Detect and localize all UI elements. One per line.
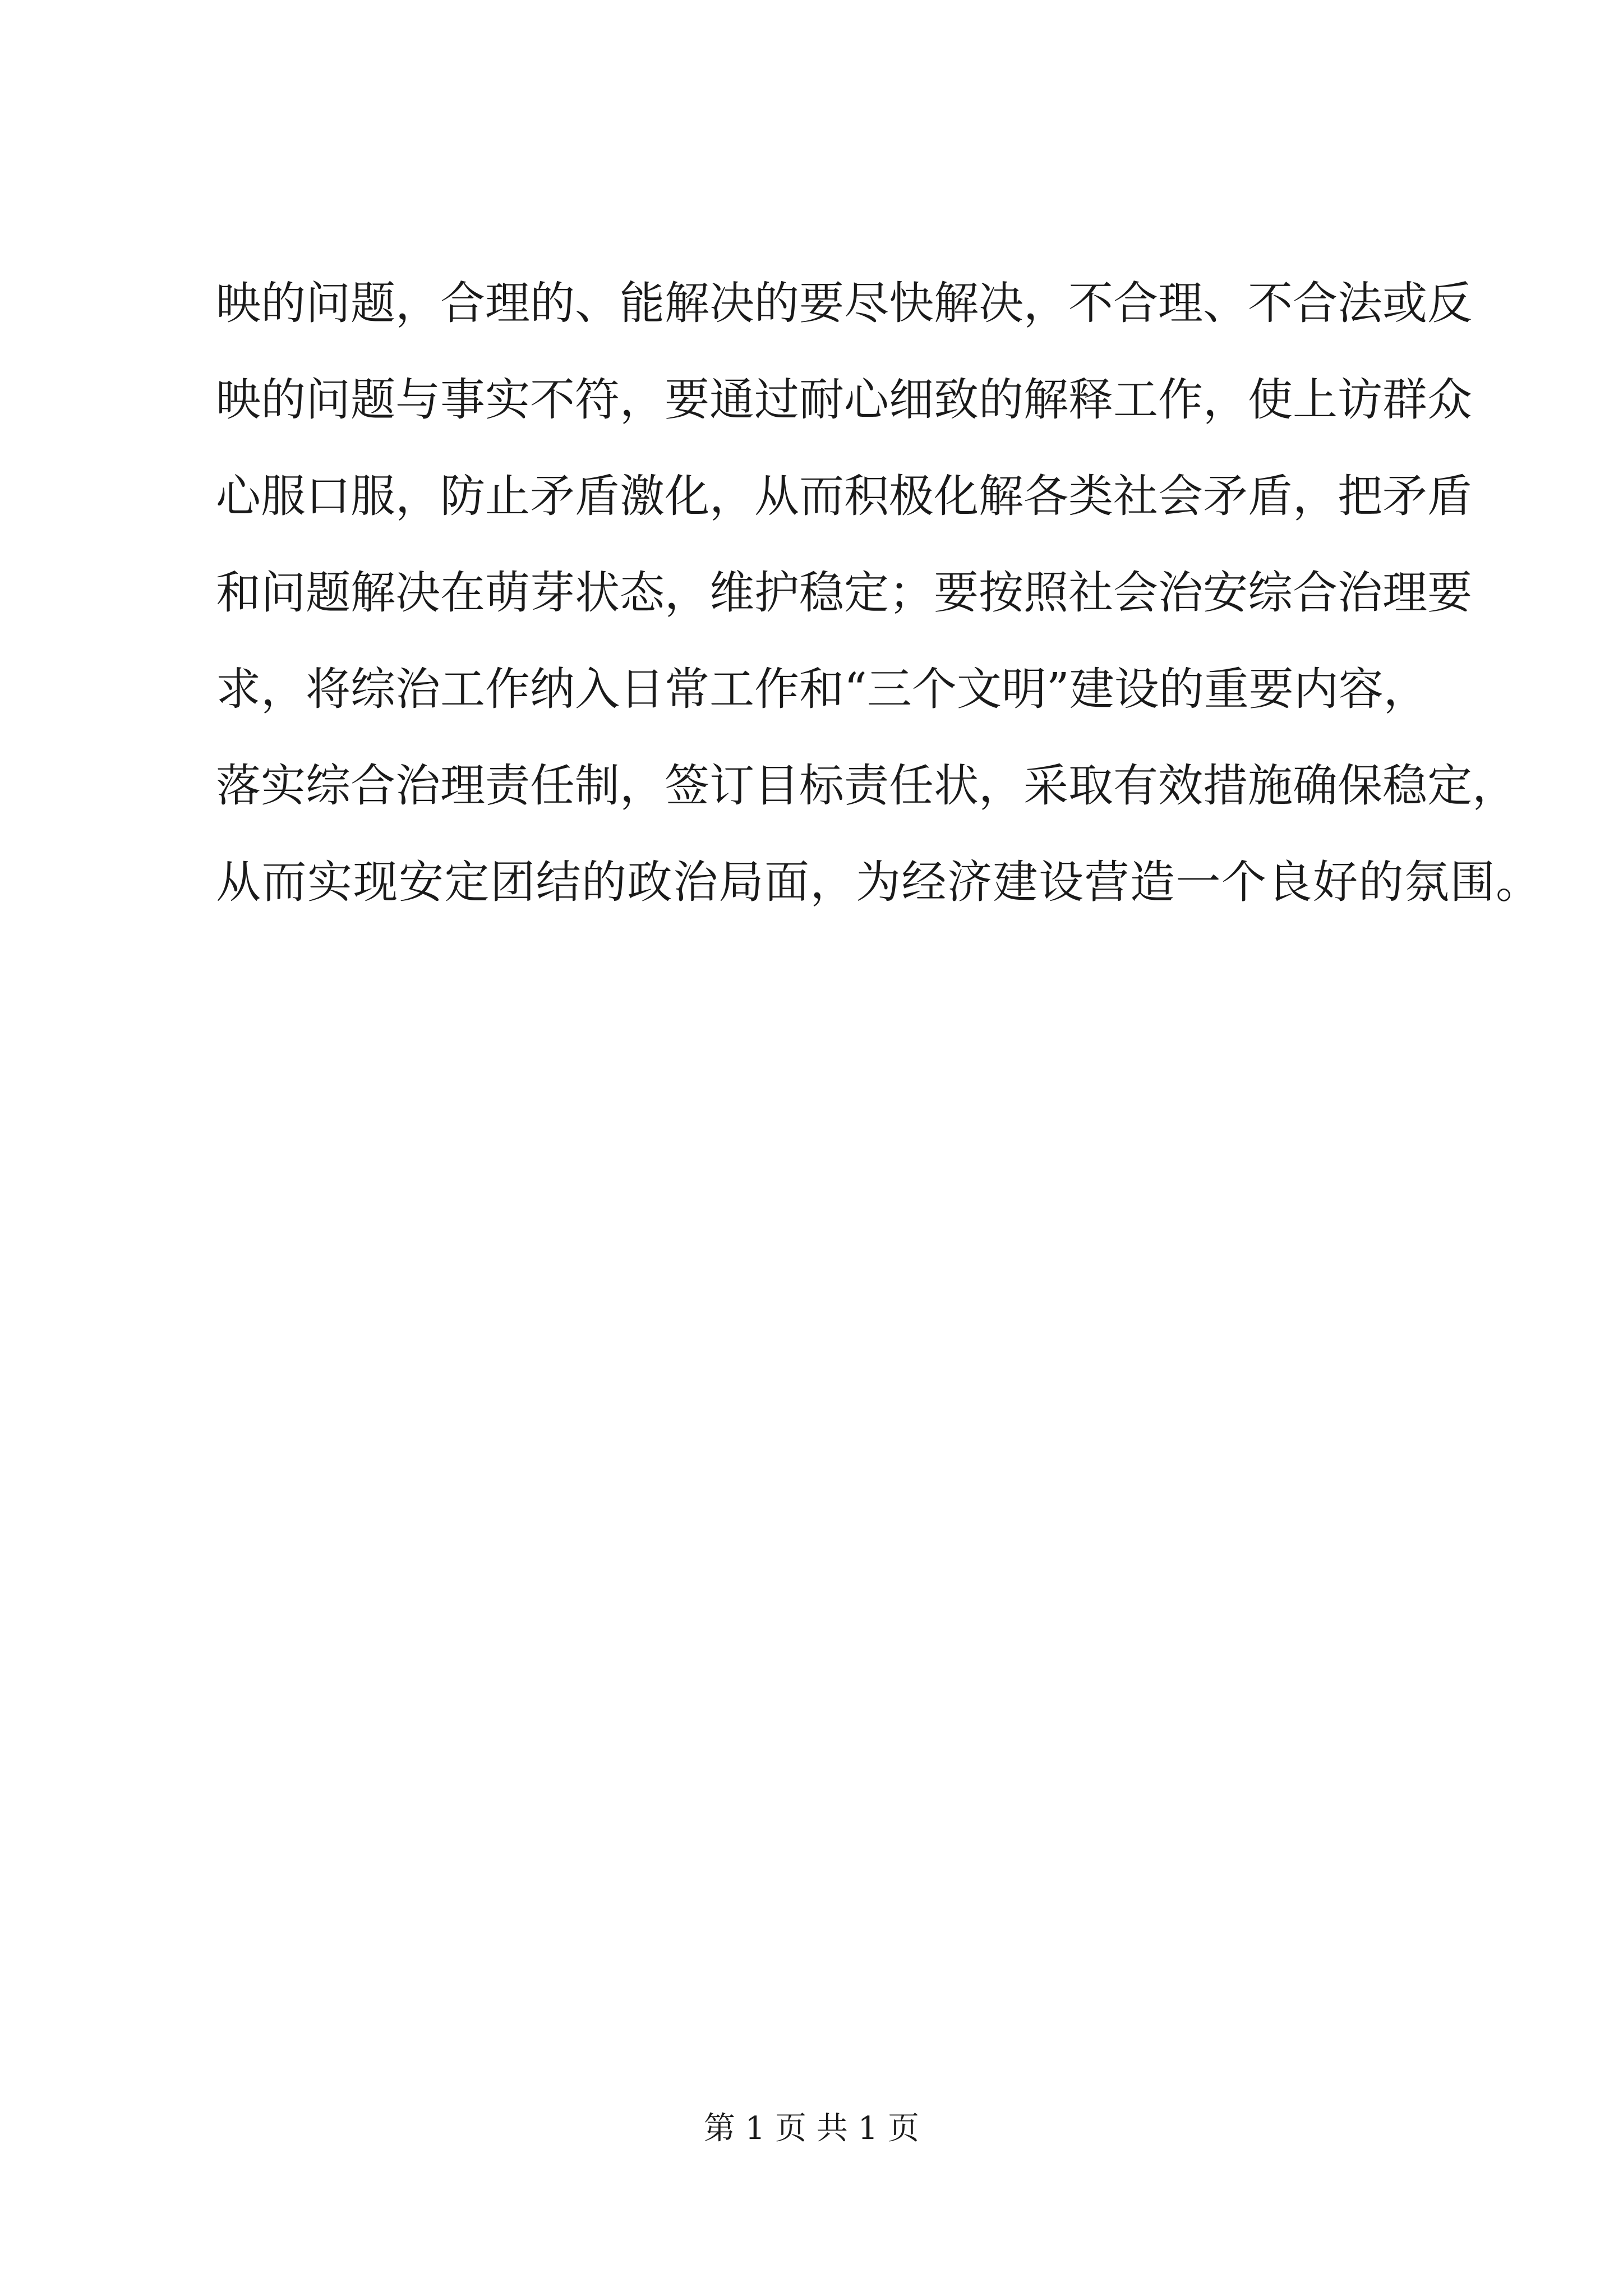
paragraph-line: 心服口服，防止矛盾激化，从而积极化解各类社会矛盾，把矛盾: [216, 470, 1472, 522]
paragraph-line: 映的问题与事实不符，要通过耐心细致的解释工作，使上访群众: [216, 374, 1472, 426]
body-paragraph: [216, 255, 1542, 931]
paragraph-line: 和问题解决在萌芽状态，维护稳定；要按照社会治安综合治理要: [216, 567, 1472, 619]
page-footer: 第 1 页 共 1 页: [703, 2110, 920, 2147]
paragraph-line: 求，将综治工作纳入日常工作和“三个文明”建设的重要内容，: [216, 663, 1428, 715]
paragraph-line: 落实综合治理责任制，签订目标责任状，采取有效措施确保稳定，: [216, 760, 1517, 812]
paragraph-line: 从而实现安定团结的政治局面，为经济建设营造一个良好的氛围。: [216, 856, 1542, 908]
paragraph-line: 映的问题，合理的、能解决的要尽快解决，不合理、不合法或反: [216, 277, 1472, 329]
